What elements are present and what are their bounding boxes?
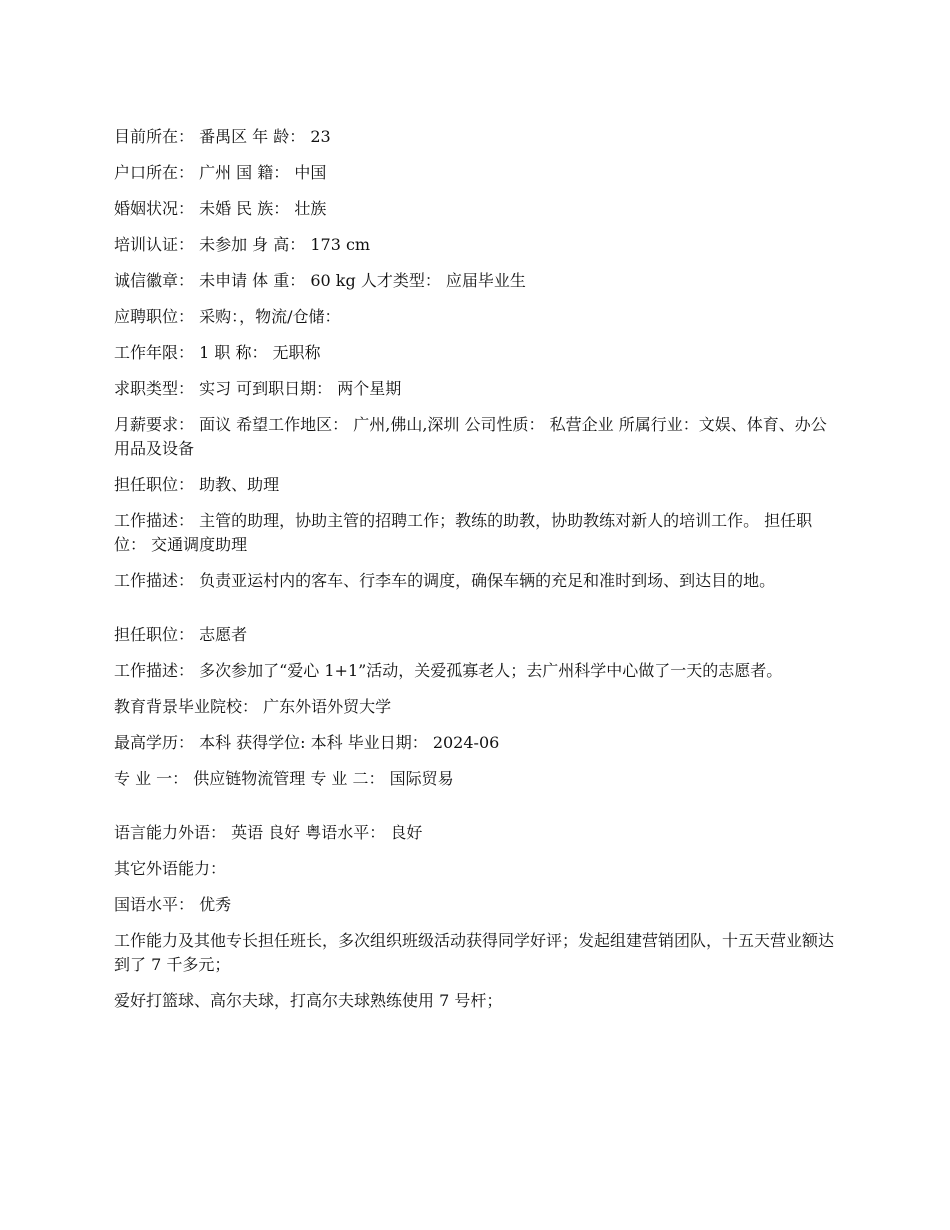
education-degree-date: 最高学历： 本科 获得学位: 本科 毕业日期： 2024-06 xyxy=(114,733,500,752)
description-dispatch: 工作描述： 负责亚运村内的客车、行李车的调度，确保车辆的充足和准时到场、到达目的地。 xyxy=(114,571,776,590)
current-location-age: 目前所在： 番禺区 年 龄： 23 xyxy=(114,127,331,146)
position-volunteer: 担任职位： 志愿者 xyxy=(114,625,248,644)
education-majors: 专 业 一： 供应链物流管理 专 业 二： 国际贸易 xyxy=(114,769,454,788)
language-mandarin: 国语水平： 优秀 xyxy=(114,895,232,914)
language-other: 其它外语能力： xyxy=(114,859,227,878)
applied-position: 应聘职位： 采购：，物流/仓储： xyxy=(114,307,341,326)
badge-weight-talent-type: 诚信徽章： 未申请 体 重： 60 kg 人才类型： 应届毕业生 xyxy=(114,271,526,290)
education-school: 教育背景毕业院校： 广东外语外贸大学 xyxy=(114,697,392,716)
salary-region-industry: 月薪要求： 面议 希望工作地区： 广州,佛山,深圳 公司性质： 私营企业 所属行业：文娱、体育、办公用品及设备 xyxy=(114,415,827,458)
description-assistant: 工作描述： 主管的助理，协助主管的招聘工作；教练的助教，协助教练对新人的培训工作。 担任职位： 交通调度助理 xyxy=(114,511,813,554)
job-type-availability: 求职类型： 实习 可到职日期： 两个星期 xyxy=(114,379,402,398)
hukou-nationality: 户口所在： 广州 国 籍： 中国 xyxy=(114,163,327,182)
description-volunteer: 工作描述： 多次参加了“爱心 1+1”活动，关爱孤寡老人；去广州科学中心做了一天的志愿者。 xyxy=(114,661,783,680)
hobbies: 爱好打篮球、高尔夫球，打高尔夫球熟练使用 7 号杆； xyxy=(114,991,503,1010)
work-years-title: 工作年限： 1 职 称： 无职称 xyxy=(114,343,321,362)
resume-content xyxy=(114,125,842,1025)
language-english-cantonese: 语言能力外语： 英语 良好 粤语水平： 良好 xyxy=(114,823,423,842)
marital-ethnicity: 婚姻状况： 未婚 民 族： 壮族 xyxy=(114,199,327,218)
training-height: 培训认证： 未参加 身 高： 173 cm xyxy=(114,235,371,254)
position-assistant: 担任职位： 助教、助理 xyxy=(114,475,280,494)
skills-experience: 工作能力及其他专长担任班长，多次组织班级活动获得同学好评；发起组建营销团队，十五天营业额达到了 7 千多元； xyxy=(114,931,835,974)
